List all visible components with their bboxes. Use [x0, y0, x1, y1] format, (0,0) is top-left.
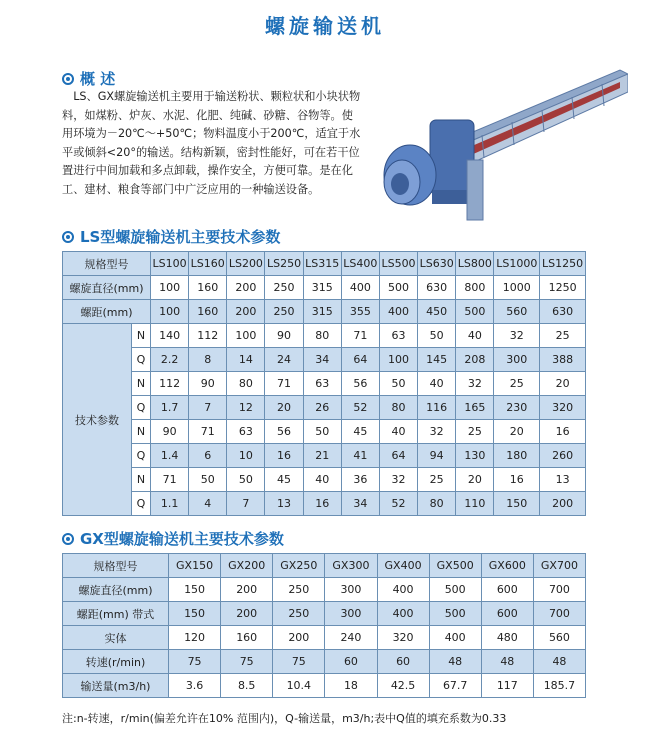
bullet-icon: [62, 73, 74, 85]
table-row: 螺旋直径(mm) 150 200 250 300 400 500 600 700: [63, 578, 586, 602]
screw-conveyor-image: [372, 50, 628, 240]
table-row: Q 1.7 7 12 20 26 52 80 116 165 230 320: [63, 396, 586, 420]
table-row: N 112 90 80 71 63 56 50 40 32 25 20: [63, 372, 586, 396]
table-row: N 90 71 63 56 50 45 40 32 25 20 16: [63, 420, 586, 444]
table-row: N 71 50 50 45 40 36 32 25 20 16 13: [63, 468, 586, 492]
ls-parameters-table: [62, 251, 586, 516]
table-row: Q 1.1 4 7 13 16 34 52 80 110 150 200: [63, 492, 586, 516]
table-row: 技术参数 N 140 112 100 90 80 71 63 50 40 32 25: [63, 324, 586, 348]
overview-text: LS、GX螺旋输送机主要用于输送粉状、颗粒状和小块状物料，如煤粉、炉灰、水泥、化肥、纯碱、砂糖、谷物等。使用环境为－20℃～+50℃；物料温度小于200℃，适宜于水平或倾斜<20°的输送。结构新颖，密封性能好，可在若干位置进行中间加载和多点卸载，操作安全，方便可靠。是在化工、建材、粮食等部门中广泛应用的一种输送设备。: [62, 90, 361, 196]
table-row: 实体 120 160 200 240 320 400 480 560: [63, 626, 586, 650]
table-row: 螺距(mm) 100 160 200 250 315 355 400 450 500 560 630: [63, 300, 586, 324]
table-row: 规格型号 LS100 LS160 LS200 LS250 LS315 LS400 LS500 LS630 LS800 LS1000 LS1250: [63, 252, 586, 276]
bullet-icon: [62, 533, 74, 545]
table-row: Q 2.2 8 14 24 34 64 100 145 208 300 388: [63, 348, 586, 372]
table-row: 规格型号 GX150 GX200 GX250 GX300 GX400 GX500 GX600 GX700: [63, 554, 586, 578]
table-row: Q 1.4 6 10 16 21 41 64 94 130 180 260: [63, 444, 586, 468]
bullet-icon: [62, 231, 74, 243]
ls-heading: LS型螺旋输送机主要技术参数: [62, 226, 280, 247]
gx-parameters-table: [62, 553, 586, 698]
footnote: 注:n-转速，r/min(偏差允许在10% 范围内)，Q-输送量，m3/h;表中Q值的填充系数为0.33: [62, 712, 507, 725]
table-row: 输送量(m3/h) 3.6 8.5 10.4 18 42.5 67.7 117 185.7: [63, 674, 586, 698]
page-title: 螺旋输送机: [265, 14, 385, 38]
table-row: 螺旋直径(mm) 100 160 200 250 315 400 500 630 800 1000 1250: [63, 276, 586, 300]
gx-heading: GX型螺旋输送机主要技术参数: [62, 528, 284, 549]
table-row: 转速(r/min) 75 75 75 60 60 48 48 48: [63, 650, 586, 674]
table-row: 螺距(mm) 带式 150 200 250 300 400 500 600 700: [63, 602, 586, 626]
overview-heading: 概 述: [62, 68, 115, 89]
